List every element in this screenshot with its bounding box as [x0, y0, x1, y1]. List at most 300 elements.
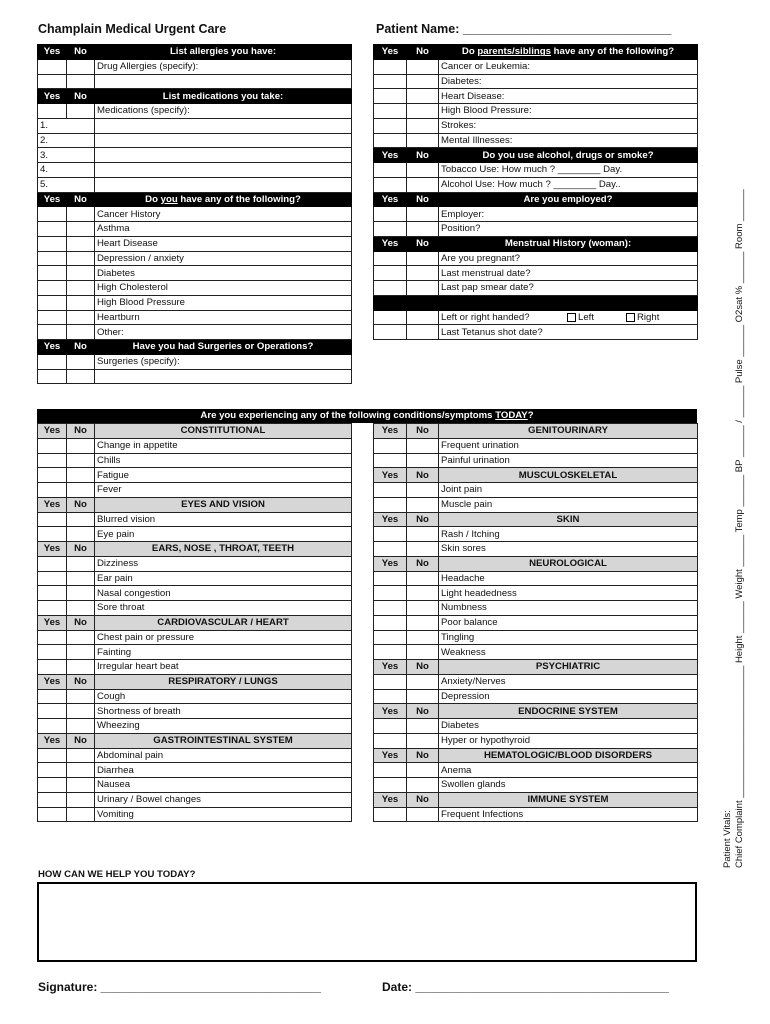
- list-item: [374, 719, 698, 734]
- family-header: [374, 45, 698, 60]
- symptom-section-header: [374, 792, 698, 807]
- yes-checkbox-cell[interactable]: [374, 542, 407, 557]
- yes-checkbox-cell[interactable]: [374, 733, 407, 748]
- section-title-respiratory-lungs: RESPIRATORY / LUNGS: [95, 674, 352, 689]
- symptom-section-header: [38, 542, 352, 557]
- med-blank: [38, 104, 67, 119]
- history-item-label: High Blood Pressure: [95, 295, 352, 310]
- medications-label: Medications (specify):: [95, 104, 352, 119]
- help-label: HOW CAN WE HELP YOU TODAY?: [38, 869, 196, 880]
- yes-checkbox-cell[interactable]: [38, 778, 67, 793]
- yes-checkbox-cell[interactable]: [374, 483, 407, 498]
- medication-row: [38, 177, 352, 192]
- no-checkbox-cell[interactable]: [407, 310, 439, 325]
- help-textbox[interactable]: [37, 882, 697, 962]
- no-checkbox-cell[interactable]: [67, 630, 95, 645]
- no-checkbox-cell[interactable]: [407, 177, 439, 192]
- yes-checkbox-cell[interactable]: [374, 438, 407, 453]
- symptom-label: Poor balance: [439, 615, 698, 630]
- symptom-label: Anema: [439, 763, 698, 778]
- yes-checkbox-cell[interactable]: [374, 222, 407, 237]
- yes-checkbox-cell[interactable]: [374, 207, 407, 222]
- yes-checkbox-cell[interactable]: [38, 251, 67, 266]
- no-column-header: No: [67, 340, 95, 355]
- no-checkbox-cell[interactable]: [407, 497, 439, 512]
- yes-checkbox-cell[interactable]: [38, 310, 67, 325]
- no-checkbox-cell[interactable]: [67, 778, 95, 793]
- list-item: [374, 133, 698, 148]
- yes-checkbox-cell[interactable]: [374, 527, 407, 542]
- no-checkbox-cell[interactable]: [407, 104, 439, 119]
- no-checkbox-cell[interactable]: [67, 792, 95, 807]
- no-checkbox-cell[interactable]: [67, 354, 95, 369]
- list-item: [38, 630, 352, 645]
- yes-checkbox-cell[interactable]: [38, 748, 67, 763]
- no-checkbox-cell[interactable]: [67, 483, 95, 498]
- section-title-hematologic-blood-disorders: HEMATOLOGIC/BLOOD DISORDERS: [439, 748, 698, 763]
- history-header: [38, 192, 352, 207]
- no-checkbox-cell[interactable]: [67, 453, 95, 468]
- yes-checkbox-cell[interactable]: [374, 719, 407, 734]
- yes-column-header: Yes: [374, 512, 407, 527]
- yes-checkbox-cell[interactable]: [38, 645, 67, 660]
- history-item-label: Other:: [95, 325, 352, 340]
- no-checkbox-cell[interactable]: [407, 483, 439, 498]
- no-checkbox-cell[interactable]: [407, 59, 439, 74]
- no-column-header: No: [67, 192, 95, 207]
- list-item: [374, 615, 698, 630]
- yes-checkbox-cell[interactable]: [374, 615, 407, 630]
- no-checkbox-cell[interactable]: [67, 689, 95, 704]
- no-checkbox-cell[interactable]: [67, 556, 95, 571]
- section-title-neurological: NEUROLOGICAL: [439, 556, 698, 571]
- yes-checkbox-cell[interactable]: [38, 807, 67, 822]
- no-column-header: No: [67, 424, 95, 439]
- no-checkbox-cell[interactable]: [67, 763, 95, 778]
- list-item: [38, 792, 352, 807]
- no-checkbox-cell[interactable]: [407, 763, 439, 778]
- yes-checkbox-cell[interactable]: [38, 483, 67, 498]
- no-checkbox-cell[interactable]: [407, 733, 439, 748]
- symptom-section-header: [374, 512, 698, 527]
- yes-column-header: Yes: [38, 674, 67, 689]
- yes-checkbox-cell[interactable]: [38, 792, 67, 807]
- no-checkbox-cell[interactable]: [67, 266, 95, 281]
- section-title-skin: SKIN: [439, 512, 698, 527]
- right-label: Right: [637, 311, 660, 323]
- no-checkbox-cell[interactable]: [407, 527, 439, 542]
- section-title-genitourinary: GENITOURINARY: [439, 424, 698, 439]
- allergies-header-title: List allergies you have:: [95, 45, 352, 60]
- no-checkbox-cell[interactable]: [67, 586, 95, 601]
- yes-column-header: Yes: [374, 556, 407, 571]
- no-checkbox-cell[interactable]: [67, 571, 95, 586]
- symptom-label: Urinary / Bowel changes: [95, 792, 352, 807]
- no-checkbox-cell[interactable]: [67, 74, 95, 89]
- right-checkbox[interactable]: [626, 313, 635, 322]
- no-checkbox-cell[interactable]: [407, 689, 439, 704]
- list-item: [38, 266, 352, 281]
- substance-item-label: Tobacco Use: How much ? ________ Day.: [439, 163, 698, 178]
- no-column-header: No: [407, 148, 439, 163]
- list-item: [374, 807, 698, 822]
- no-checkbox-cell[interactable]: [67, 369, 95, 384]
- yes-checkbox-cell[interactable]: [38, 281, 67, 296]
- history-header-title: [95, 192, 352, 207]
- medication-entry[interactable]: [95, 133, 352, 148]
- title-post: have any of the following?: [177, 193, 301, 205]
- medication-entry[interactable]: [95, 148, 352, 163]
- title-pre: Do: [145, 193, 161, 205]
- list-item: [38, 778, 352, 793]
- vitals-line-2[interactable]: Chief Complaint _________________________ Height ______ Weight ______ Temp ______ BP ______ / ______ Pulse ______ O2sat % ______ Room ______: [734, 189, 745, 868]
- symptom-label: Change in appetite: [95, 438, 352, 453]
- yes-checkbox-cell[interactable]: [38, 468, 67, 483]
- no-column-header: No: [67, 45, 95, 60]
- no-column-header: No: [407, 424, 439, 439]
- symptom-label: Frequent urination: [439, 438, 698, 453]
- symptom-section-header: [374, 704, 698, 719]
- yes-checkbox-cell[interactable]: [374, 251, 407, 266]
- yes-checkbox-cell[interactable]: [374, 601, 407, 616]
- patient-name-field[interactable]: Patient Name: ______________________________: [376, 22, 672, 36]
- symptom-label: Sore throat: [95, 601, 352, 616]
- list-item: [374, 497, 698, 512]
- list-item: [374, 527, 698, 542]
- symptom-label: Eye pain: [95, 527, 352, 542]
- yes-checkbox-cell[interactable]: [38, 630, 67, 645]
- no-checkbox-cell[interactable]: [67, 236, 95, 251]
- symptom-label: Abdominal pain: [95, 748, 352, 763]
- no-checkbox-cell[interactable]: [67, 807, 95, 822]
- no-checkbox-cell[interactable]: [407, 807, 439, 822]
- yes-checkbox-cell[interactable]: [374, 59, 407, 74]
- yes-column-header: Yes: [374, 748, 407, 763]
- surgeries-row: [38, 354, 352, 369]
- list-item: [38, 556, 352, 571]
- medication-entry[interactable]: [95, 177, 352, 192]
- no-checkbox-cell[interactable]: [407, 630, 439, 645]
- allergy-entry[interactable]: [95, 74, 352, 89]
- yes-checkbox-cell[interactable]: [374, 453, 407, 468]
- symptom-section-header: [374, 424, 698, 439]
- no-checkbox-cell[interactable]: [407, 163, 439, 178]
- yes-checkbox-cell[interactable]: [374, 133, 407, 148]
- yes-checkbox-cell[interactable]: [374, 689, 407, 704]
- list-item: [374, 59, 698, 74]
- no-checkbox-cell[interactable]: [407, 207, 439, 222]
- symptom-label: Chest pain or pressure: [95, 630, 352, 645]
- surgeries-header: [38, 340, 352, 355]
- symptom-label: Vomiting: [95, 807, 352, 822]
- list-item: [374, 325, 698, 340]
- no-column-header: No: [67, 615, 95, 630]
- no-checkbox-cell[interactable]: [407, 453, 439, 468]
- yes-checkbox-cell[interactable]: [374, 674, 407, 689]
- symptom-label: Irregular heart beat: [95, 660, 352, 675]
- right-symptoms-table: [373, 423, 698, 822]
- medication-row: [38, 133, 352, 148]
- yes-checkbox-cell[interactable]: [374, 177, 407, 192]
- no-checkbox-cell[interactable]: [67, 527, 95, 542]
- vitals-line-1: Patient Vitals:: [722, 810, 733, 868]
- medication-row: [38, 118, 352, 133]
- yes-column-header: Yes: [374, 424, 407, 439]
- list-item: [38, 748, 352, 763]
- yes-checkbox-cell[interactable]: [38, 266, 67, 281]
- no-column-header: No: [407, 792, 439, 807]
- list-item: [38, 527, 352, 542]
- yes-column-header: Yes: [38, 192, 67, 207]
- no-checkbox-cell[interactable]: [407, 571, 439, 586]
- left-symptoms-table: [37, 423, 352, 822]
- allergies-header: [38, 45, 352, 60]
- no-column-header: No: [407, 704, 439, 719]
- medication-entry[interactable]: [95, 118, 352, 133]
- yes-checkbox-cell[interactable]: [38, 438, 67, 453]
- no-checkbox-cell[interactable]: [67, 660, 95, 675]
- no-checkbox-cell[interactable]: [67, 719, 95, 734]
- yes-column-header: Yes: [374, 148, 407, 163]
- symptom-section-header: [38, 424, 352, 439]
- yes-checkbox-cell[interactable]: [374, 266, 407, 281]
- surgeries-label: Surgeries (specify):: [95, 354, 352, 369]
- no-column-header: No: [407, 660, 439, 675]
- no-checkbox-cell[interactable]: [407, 542, 439, 557]
- yes-checkbox-cell[interactable]: [374, 586, 407, 601]
- yes-checkbox-cell[interactable]: [374, 325, 407, 340]
- yes-checkbox-cell[interactable]: [38, 59, 67, 74]
- substances-header: [374, 148, 698, 163]
- yes-checkbox-cell[interactable]: [374, 778, 407, 793]
- no-checkbox-cell[interactable]: [67, 438, 95, 453]
- family-item-label: High Blood Pressure:: [439, 104, 698, 119]
- clinic-name: Champlain Medical Urgent Care: [38, 22, 227, 36]
- spacer-cell: [374, 295, 698, 310]
- symptom-label: Frequent Infections: [439, 807, 698, 822]
- yes-column-header: Yes: [38, 89, 67, 104]
- no-checkbox-cell[interactable]: [67, 512, 95, 527]
- list-item: [38, 310, 352, 325]
- symptom-label: Joint pain: [439, 483, 698, 498]
- menstrual-item-label: Last pap smear date?: [439, 281, 698, 296]
- list-item: [374, 266, 698, 281]
- symptoms-title-pre: Are you experiencing any of the following conditions/symptoms: [200, 410, 496, 421]
- no-checkbox-cell[interactable]: [407, 89, 439, 104]
- yes-checkbox-cell[interactable]: [374, 571, 407, 586]
- yes-checkbox-cell[interactable]: [374, 310, 407, 325]
- yes-checkbox-cell[interactable]: [38, 74, 67, 89]
- yes-checkbox-cell[interactable]: [38, 207, 67, 222]
- employment-item-label: Employer:: [439, 207, 698, 222]
- yes-column-header: Yes: [374, 192, 407, 207]
- left-checkbox[interactable]: [567, 313, 576, 322]
- yes-column-header: Yes: [38, 615, 67, 630]
- no-checkbox-cell[interactable]: [67, 645, 95, 660]
- no-column-header: No: [67, 733, 95, 748]
- yes-checkbox-cell[interactable]: [38, 556, 67, 571]
- symptom-section-header: [38, 674, 352, 689]
- no-checkbox-cell[interactable]: [407, 133, 439, 148]
- list-item: [38, 704, 352, 719]
- list-item: [38, 601, 352, 616]
- no-checkbox-cell[interactable]: [67, 748, 95, 763]
- yes-checkbox-cell[interactable]: [38, 763, 67, 778]
- yes-checkbox-cell[interactable]: [38, 354, 67, 369]
- list-item: [374, 104, 698, 119]
- yes-checkbox-cell[interactable]: [374, 104, 407, 119]
- menstrual-item-label: Are you pregnant?: [439, 251, 698, 266]
- no-checkbox-cell[interactable]: [67, 281, 95, 296]
- section-title-immune-system: IMMUNE SYSTEM: [439, 792, 698, 807]
- list-item: [38, 807, 352, 822]
- list-item: [374, 733, 698, 748]
- list-item: [374, 586, 698, 601]
- yes-checkbox-cell[interactable]: [38, 453, 67, 468]
- yes-checkbox-cell[interactable]: [38, 527, 67, 542]
- no-checkbox-cell[interactable]: [407, 251, 439, 266]
- handed-row: [374, 310, 698, 325]
- yes-checkbox-cell[interactable]: [374, 281, 407, 296]
- date-field[interactable]: Date: ______________________________________: [382, 980, 669, 994]
- section-title-constitutional: CONSTITUTIONAL: [95, 424, 352, 439]
- list-item: [38, 763, 352, 778]
- symptom-label: Nausea: [95, 778, 352, 793]
- symptom-label: Weakness: [439, 645, 698, 660]
- yes-checkbox-cell[interactable]: [38, 571, 67, 586]
- yes-checkbox-cell[interactable]: [38, 660, 67, 675]
- no-checkbox-cell[interactable]: [67, 59, 95, 74]
- yes-checkbox-cell[interactable]: [374, 163, 407, 178]
- list-item: [38, 719, 352, 734]
- medication-entry[interactable]: [95, 163, 352, 178]
- title-underline: you: [160, 193, 178, 205]
- list-item: [374, 674, 698, 689]
- no-checkbox-cell[interactable]: [407, 719, 439, 734]
- yes-checkbox-cell[interactable]: [38, 236, 67, 251]
- menstrual-header-title: Menstrual History (woman):: [439, 236, 698, 251]
- surgeries-entry[interactable]: [95, 369, 352, 384]
- symptom-label: Nasal congestion: [95, 586, 352, 601]
- list-item: [374, 483, 698, 498]
- tetanus-label: Last Tetanus shot date?: [439, 325, 698, 340]
- list-item: [374, 281, 698, 296]
- yes-checkbox-cell[interactable]: [374, 89, 407, 104]
- no-checkbox-cell[interactable]: [67, 251, 95, 266]
- list-item: [38, 59, 352, 74]
- patient-vitals-text: [722, 189, 746, 868]
- list-item: [374, 207, 698, 222]
- list-item: [374, 251, 698, 266]
- no-checkbox-cell[interactable]: [407, 266, 439, 281]
- no-column-header: No: [67, 497, 95, 512]
- no-checkbox-cell[interactable]: [407, 438, 439, 453]
- no-checkbox-cell[interactable]: [67, 601, 95, 616]
- no-checkbox-cell[interactable]: [67, 468, 95, 483]
- signature-field[interactable]: Signature: _________________________________: [38, 980, 321, 994]
- no-checkbox-cell[interactable]: [67, 222, 95, 237]
- yes-checkbox-cell[interactable]: [38, 222, 67, 237]
- no-column-header: No: [407, 236, 439, 251]
- employment-header: [374, 192, 698, 207]
- symptom-label: Ear pain: [95, 571, 352, 586]
- no-checkbox-cell[interactable]: [407, 118, 439, 133]
- yes-checkbox-cell[interactable]: [374, 763, 407, 778]
- section-title-eyes-and-vision: EYES AND VISION: [95, 497, 352, 512]
- symptom-label: Swollen glands: [439, 778, 698, 793]
- symptom-label: Light headedness: [439, 586, 698, 601]
- list-item: [38, 236, 352, 251]
- no-checkbox-cell[interactable]: [407, 586, 439, 601]
- employment-header-title: Are you employed?: [439, 192, 698, 207]
- black-spacer-row: [374, 295, 698, 310]
- yes-checkbox-cell[interactable]: [374, 497, 407, 512]
- no-checkbox-cell[interactable]: [67, 207, 95, 222]
- yes-column-header: Yes: [374, 704, 407, 719]
- yes-checkbox-cell[interactable]: [374, 807, 407, 822]
- yes-checkbox-cell[interactable]: [38, 512, 67, 527]
- list-item: [374, 438, 698, 453]
- no-checkbox-cell[interactable]: [407, 674, 439, 689]
- list-item: [38, 207, 352, 222]
- symptom-section-header: [38, 497, 352, 512]
- yes-checkbox-cell[interactable]: [38, 689, 67, 704]
- title-pre: Do: [461, 46, 478, 58]
- list-item: [38, 689, 352, 704]
- yes-checkbox-cell[interactable]: [374, 630, 407, 645]
- no-checkbox-cell[interactable]: [407, 74, 439, 89]
- no-checkbox-cell[interactable]: [407, 601, 439, 616]
- no-column-header: No: [407, 468, 439, 483]
- yes-checkbox-cell[interactable]: [374, 74, 407, 89]
- yes-column-header: Yes: [38, 424, 67, 439]
- list-item: [38, 660, 352, 675]
- handed-question: Left or right handed?: [441, 311, 530, 323]
- symptom-label: Chills: [95, 453, 352, 468]
- family-item-label: Cancer or Leukemia:: [439, 59, 698, 74]
- list-item: [38, 645, 352, 660]
- no-checkbox-cell[interactable]: [67, 310, 95, 325]
- yes-checkbox-cell[interactable]: [38, 369, 67, 384]
- no-checkbox-cell[interactable]: [407, 615, 439, 630]
- list-item: [38, 222, 352, 237]
- family-item-label: Mental Illnesses:: [439, 133, 698, 148]
- no-checkbox-cell[interactable]: [407, 281, 439, 296]
- yes-column-header: Yes: [374, 468, 407, 483]
- symptom-label: Wheezing: [95, 719, 352, 734]
- yes-checkbox-cell[interactable]: [38, 295, 67, 310]
- no-checkbox-cell[interactable]: [407, 325, 439, 340]
- no-checkbox-cell[interactable]: [407, 645, 439, 660]
- history-item-label: High Cholesterol: [95, 281, 352, 296]
- yes-checkbox-cell[interactable]: [38, 719, 67, 734]
- yes-checkbox-cell[interactable]: [38, 601, 67, 616]
- yes-checkbox-cell[interactable]: [374, 118, 407, 133]
- yes-checkbox-cell[interactable]: [38, 586, 67, 601]
- no-checkbox-cell[interactable]: [67, 295, 95, 310]
- no-checkbox-cell[interactable]: [407, 222, 439, 237]
- no-checkbox-cell[interactable]: [67, 704, 95, 719]
- no-checkbox-cell[interactable]: [407, 778, 439, 793]
- list-item: [38, 453, 352, 468]
- yes-column-header: Yes: [38, 542, 67, 557]
- yes-checkbox-cell[interactable]: [38, 704, 67, 719]
- yes-checkbox-cell[interactable]: [374, 645, 407, 660]
- no-checkbox-cell[interactable]: [67, 325, 95, 340]
- yes-checkbox-cell[interactable]: [38, 325, 67, 340]
- list-item: [374, 74, 698, 89]
- list-item: [374, 163, 698, 178]
